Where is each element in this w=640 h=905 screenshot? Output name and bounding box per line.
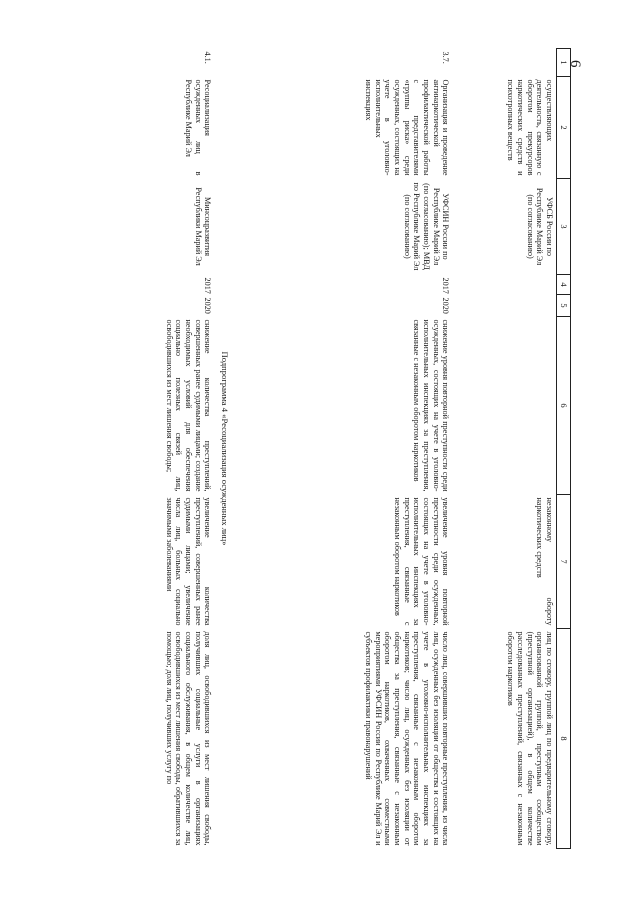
indicators: доля лиц, освободившихся из мест лишения свободы, получивших социальные услуги в организациях социального обслуживания, в общем количестве лиц, освободившихся из мест лишения свободы, обратившихся за помощью; доля лиц, получивших услугу по (164, 631, 213, 846)
start-year: 2017 (441, 277, 451, 294)
table-row (241, 49, 453, 849)
measure-name: осуществляющих деятельность, связанную с оборотом прекурсоров наркотических средств и психотропных веществ (506, 79, 554, 176)
page-number: 6 (567, 60, 583, 68)
expected-result: снижение количества преступлений, совершенных ранее судимыми лицами; создание необходимых условий для обеспечения социально полезных связей лиц, освободившихся из мест лишения свободы; (164, 319, 213, 492)
start-year (453, 275, 557, 295)
col-header-4: 4 (557, 275, 571, 295)
start-year: 2017 (203, 277, 213, 294)
row-number (453, 49, 557, 77)
indicators: число лиц, совершивших повторные преступления, из числа лиц, осужденных без изоляции от общества и состоящих на учете в уголовно-исполнительных инспекциях за преступления, связанные с незаконным оборотом наркотиков; число лиц, осужденных без изоляции от общества за преступления, связанные с незаконным оборотом наркотиков, охваченных совместными мероприятиями УФСИН России по Республике Марий Эл и субъектов профилактики правонарушений (364, 631, 451, 846)
subprogram-heading-row (214, 49, 240, 849)
expected-result: снижение уровня повторной преступности среди осужденных, состоящих на учете в уголовно-исполнительных инспекциях за преступления, связанные с незаконным оборотом наркотиков (412, 319, 451, 492)
consequences: незаконному обороту наркотических средств (535, 497, 554, 626)
subprogram-title: Подпрограмма 4 «Ресоциализация осужденных лиц» (220, 351, 231, 546)
consequences: увеличение количества преступлений, совершенных ранее судимыми лицами; увеличение числа лиц, больных социально значимыми заболеваниями (164, 497, 213, 626)
consequences: увеличение уровня повторной преступности среди осужденных, состоящих на учете в уголовно-исполнительных инспекциях за преступления, связанные с незаконным оборотом наркотиков (393, 497, 451, 626)
executor: Минсоцразвития Республики Марий Эл (193, 187, 213, 266)
col-header-8: 8 (557, 629, 571, 849)
rotated-table-sheet (61, 48, 571, 848)
table-row (162, 49, 214, 849)
indicators: лиц по сговору, группой лиц по предварительному сговору, организованной группой, преступным сообществом (преступной организацией), в общем количестве расследованных преступлений, связанных с незаконным оборотом наркотиков (506, 631, 554, 846)
col-header-5: 5 (557, 295, 571, 317)
end-year: 2020 (441, 297, 451, 314)
table-row (453, 49, 557, 849)
measure-name: Ресоциализация осужденных лиц в Республике Марий Эл (184, 79, 213, 176)
column-number-header (557, 49, 571, 849)
row-number: 3.7. (441, 51, 451, 64)
program-table (162, 48, 571, 849)
executor: УФСИН России по Республике Марий Эл (по согласованию); МВД по Республике Марий Эл (по согласованию) (402, 182, 451, 271)
end-year: 2020 (203, 297, 213, 314)
end-year (453, 295, 557, 317)
col-header-7: 7 (557, 495, 571, 629)
executor: УФСБ России по Республике Марий Эл (по согласованию) (525, 187, 554, 266)
col-header-3: 3 (557, 179, 571, 275)
col-header-6: 6 (557, 317, 571, 495)
measure-name: Организация и проведение антинаркотической профилактической работы с представителями «группы риска» среди осужденных, состоящих на учете в уголовно-исполнительных инспекциях (364, 79, 451, 176)
col-header-1: 1 (557, 49, 571, 77)
row-number: 4.1. (203, 51, 213, 64)
col-header-2: 2 (557, 77, 571, 179)
expected-result (453, 317, 557, 495)
